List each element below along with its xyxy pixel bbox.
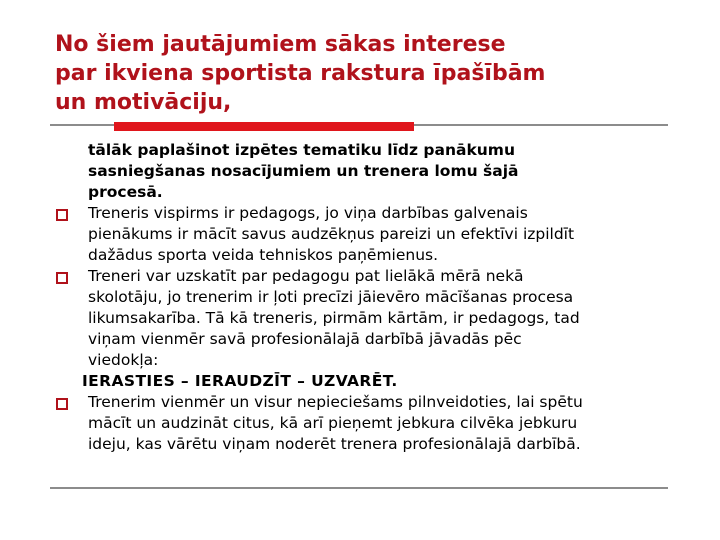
slide-title <box>55 30 695 117</box>
hollow-square-icon <box>56 398 68 410</box>
bullet-line: skolotāju, jo trenerim ir ļoti precīzi jāievēro mācīšanas procesa <box>88 288 574 306</box>
bullet-line: viņam vienmēr savā profesionālajā darbībā jāvadās pēc <box>88 330 522 348</box>
bullet-item-3 <box>0 392 720 455</box>
bullet-line: pienākums ir mācīt savus audzēkņus pareizi un efektīvi izpildīt <box>88 225 575 243</box>
bullet-line: dažādus sporta veida tehniskos paņēmienus. <box>88 246 439 264</box>
hollow-square-icon <box>56 209 68 221</box>
bullet-line: likumsakarība. Tā kā treneris, pirmām kārtām, ir pedagogs, tad <box>88 309 580 327</box>
title-line-3: un motivāciju, <box>55 90 232 115</box>
slide-body <box>0 140 720 455</box>
intro-line: sasniegšanas nosacījumiem un trenera lomu šajā <box>88 162 519 180</box>
title-line-1: No šiem jautājumiem sākas interese <box>55 32 506 57</box>
bullet-line: Treneri var uzskatīt par pedagogu pat lielākā mērā nekā <box>88 267 524 285</box>
bullet-line: Trenerim vienmēr un visur nepieciešams pilnveidoties, lai spētu <box>88 393 583 411</box>
intro-line: tālāk paplašinot izpētes tematiku līdz panākumu <box>88 141 515 159</box>
title-accent-bar <box>114 122 414 131</box>
bullet-item-2 <box>0 266 720 371</box>
bullet-item-1 <box>0 203 720 266</box>
motto-text: IERASTIES – IERAUDZĪT – UZVARĒT. <box>82 372 398 390</box>
bullet-line: mācīt un audzināt citus, kā arī pieņemt jebkura cilvēka jebkuru <box>88 414 578 432</box>
bullet-line: ideju, kas vārētu viņam noderēt trenera profesionālajā darbībā. <box>88 435 581 453</box>
intro-paragraph <box>0 140 720 203</box>
bullet-line: Treneris vispirms ir pedagogs, jo viņa darbības galvenais <box>88 204 528 222</box>
title-divider-left <box>50 124 114 126</box>
bullet-line: viedokļa: <box>88 351 159 369</box>
intro-line: procesā. <box>88 183 163 201</box>
hollow-square-icon <box>56 272 68 284</box>
title-line-2: par ikviena sportista rakstura īpašībām <box>55 61 546 86</box>
title-divider-right <box>414 124 668 126</box>
bottom-divider <box>50 487 668 489</box>
